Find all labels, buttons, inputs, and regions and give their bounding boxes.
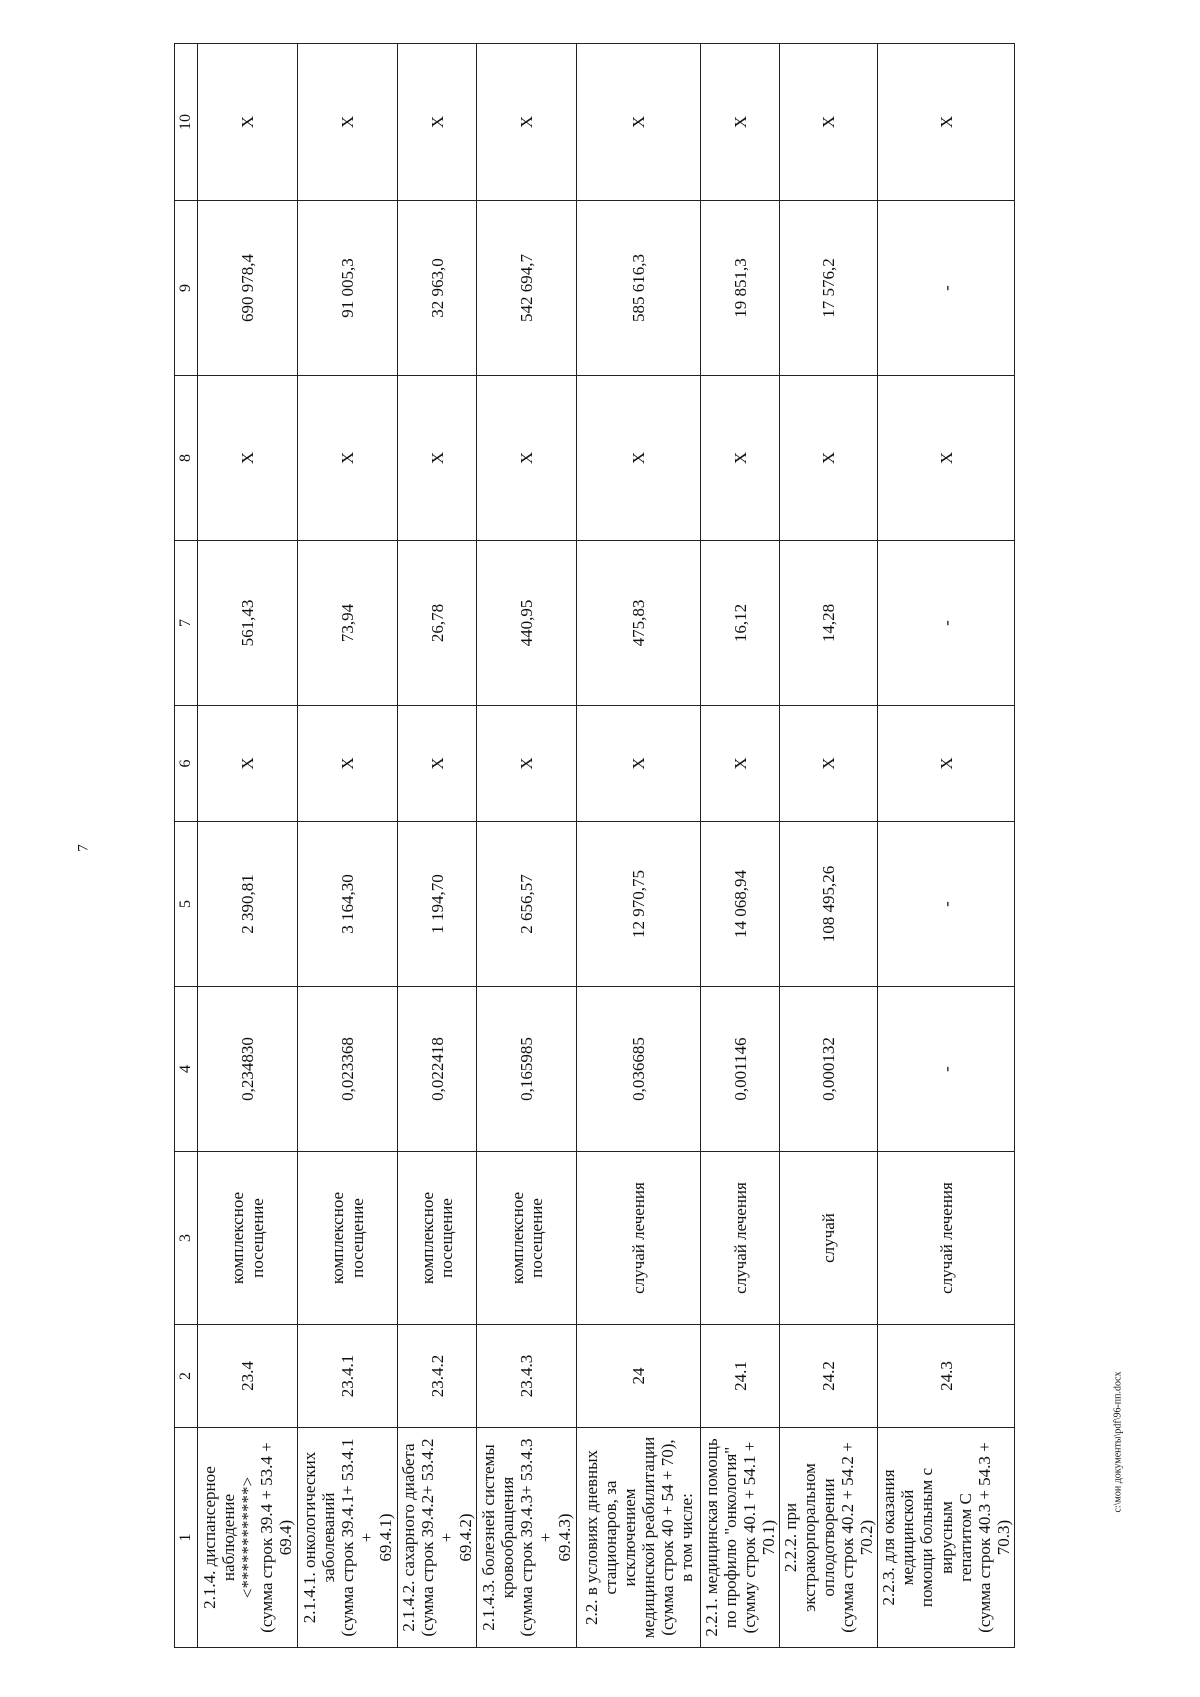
row-value-cell-10: X	[878, 44, 1014, 201]
row-name-line: 2.2.1. медицинская помощь	[702, 1438, 722, 1637]
row-value-cell-9: 690 978,4	[198, 201, 298, 376]
column-header-6: 6	[175, 706, 198, 822]
row-name-cell	[298, 1428, 398, 1648]
row-value-cell-9: 17 576,2	[780, 201, 878, 376]
row-value-cell-8: X	[398, 376, 477, 541]
table-row	[198, 44, 298, 1648]
row-name-cell	[477, 1428, 577, 1648]
row-value-cell-8: X	[477, 376, 577, 541]
row-value-cell-7: 475,83	[577, 541, 701, 706]
row-value-cell-4: 0,036685	[577, 987, 701, 1152]
row-value-cell-4: 0,000132	[780, 987, 878, 1152]
row-name-line: гепатитом С	[955, 1493, 975, 1582]
row-value-cell-7: 16,12	[701, 541, 780, 706]
table-row	[780, 44, 878, 1648]
table-row	[878, 44, 1014, 1648]
row-name-cell	[577, 1428, 701, 1648]
row-name-line: 2.2. в условиях дневных	[581, 1449, 601, 1626]
row-value-cell-6: X	[780, 706, 878, 822]
row-name-line: заболеваний	[318, 1492, 338, 1583]
table-body	[198, 44, 1015, 1648]
row-value-cell-4: -	[878, 987, 1014, 1152]
column-header-4: 4	[175, 987, 198, 1152]
row-unit-cell	[780, 1152, 878, 1325]
row-code-cell: 24	[577, 1325, 701, 1428]
row-value-cell-5: 3 164,30	[298, 822, 398, 987]
row-unit-line: посещение	[526, 1198, 546, 1278]
row-name-line: (сумма строк 39.4.3+ 53.4.3 +	[517, 1438, 556, 1637]
row-value-cell-7: 26,78	[398, 541, 477, 706]
row-name-line: 2.2.2. при экстракорпоральном	[781, 1463, 820, 1612]
column-header-7: 7	[175, 541, 198, 706]
data-table	[174, 43, 1015, 1648]
row-value-cell-6: X	[198, 706, 298, 822]
row-value-cell-10: X	[701, 44, 780, 201]
row-name-line: 2.1.4.1. онкологических	[299, 1451, 319, 1624]
row-value-cell-9: 19 851,3	[701, 201, 780, 376]
row-value-cell-7: 73,94	[298, 541, 398, 706]
row-name-line: кровообращения	[498, 1476, 518, 1599]
row-name-line: медицинской реабилитации	[638, 1436, 658, 1639]
row-name-line: 2.1.4. диспансерное наблюдение	[199, 1466, 238, 1609]
row-value-cell-4: 0,165985	[477, 987, 577, 1152]
row-name-line: 69.4.1)	[376, 1513, 396, 1562]
row-value-cell-10: X	[780, 44, 878, 201]
row-code-cell: 24.3	[878, 1325, 1014, 1428]
row-name-line: стационаров, за исключением	[600, 1480, 639, 1595]
row-name-line: (сумма строк 39.4 + 53.4 + 69.4)	[257, 1442, 296, 1633]
row-unit-line: посещение	[347, 1198, 367, 1278]
row-value-cell-8: X	[577, 376, 701, 541]
row-name-line: (сумма строк 40 + 54 + 70),	[657, 1439, 677, 1636]
row-name-line: 2.1.4.2. сахарного диабета	[399, 1443, 418, 1632]
row-unit-cell	[198, 1152, 298, 1325]
row-value-cell-7: 14,28	[780, 541, 878, 706]
page-number: 7	[75, 844, 92, 852]
row-value-cell-5: 2 390,81	[198, 822, 298, 987]
row-code-cell: 24.1	[701, 1325, 780, 1428]
row-value-cell-9: 585 616,3	[577, 201, 701, 376]
row-unit-line: комплексное	[228, 1191, 248, 1285]
row-value-cell-4: 0,001146	[701, 987, 780, 1152]
row-unit-line: посещение	[437, 1198, 457, 1278]
row-value-cell-10: X	[398, 44, 477, 201]
column-header-2: 2	[175, 1325, 198, 1428]
row-value-cell-6: X	[477, 706, 577, 822]
header-row	[175, 44, 198, 1648]
table-row	[701, 44, 780, 1648]
row-value-cell-9: 542 694,7	[477, 201, 577, 376]
row-unit-line: комплексное	[418, 1191, 438, 1285]
row-value-cell-7: 440,95	[477, 541, 577, 706]
row-name-cell	[198, 1428, 298, 1648]
row-name-line: по профилю "онкология"	[721, 1446, 741, 1629]
row-value-cell-10: X	[577, 44, 701, 201]
row-name-line: в том числе:	[676, 1493, 696, 1582]
column-header-1: 1	[175, 1428, 198, 1648]
row-unit-cell	[477, 1152, 577, 1325]
row-unit-line: комплексное	[507, 1191, 527, 1285]
column-header-10: 10	[175, 44, 198, 201]
row-name-cell	[878, 1428, 1014, 1648]
row-name-line: помощи больным с вирусным	[917, 1467, 956, 1608]
row-value-cell-8: X	[701, 376, 780, 541]
table-row	[298, 44, 398, 1648]
column-header-9: 9	[175, 201, 198, 376]
row-value-cell-6: X	[878, 706, 1014, 822]
row-unit-line: посещение	[247, 1198, 267, 1278]
row-unit-line: случай лечения	[730, 1182, 750, 1294]
row-value-cell-8: X	[198, 376, 298, 541]
row-value-cell-8: X	[298, 376, 398, 541]
row-value-cell-6: X	[701, 706, 780, 822]
table-row	[577, 44, 701, 1648]
row-unit-cell	[398, 1152, 477, 1325]
footer-file-path: c:\мои документы\pdf\96-пп.docx	[1112, 1371, 1124, 1513]
row-value-cell-10: X	[298, 44, 398, 201]
row-value-cell-6: X	[577, 706, 701, 822]
row-name-line: <************>	[237, 1476, 257, 1599]
row-value-cell-7: -	[878, 541, 1014, 706]
row-unit-cell	[577, 1152, 701, 1325]
row-value-cell-10: X	[198, 44, 298, 201]
row-unit-line: случай	[819, 1213, 839, 1263]
row-value-cell-9: 91 005,3	[298, 201, 398, 376]
row-value-cell-4: 0,023368	[298, 987, 398, 1152]
row-value-cell-10: X	[477, 44, 577, 201]
row-name-cell	[780, 1428, 878, 1648]
row-name-line: (сумма строк 40.3 + 54.3 + 70.3)	[974, 1442, 1013, 1633]
row-value-cell-8: X	[780, 376, 878, 541]
row-name-line: (сумму строк 40.1 + 54.1 + 70.1)	[740, 1441, 779, 1634]
table-frame	[174, 44, 1013, 1648]
row-value-cell-8: X	[878, 376, 1014, 541]
row-value-cell-5: -	[878, 822, 1014, 987]
row-name-line: (сумма строк 39.4.1+ 53.4.1 +	[337, 1438, 377, 1637]
row-name-line: (сумма строк 40.2 + 54.2 + 70.2)	[838, 1442, 877, 1633]
row-value-cell-9: -	[878, 201, 1014, 376]
column-header-8: 8	[175, 376, 198, 541]
rotated-table-wrapper	[174, 44, 1013, 1648]
row-code-cell: 24.2	[780, 1325, 878, 1428]
row-unit-line: случай лечения	[936, 1182, 956, 1294]
column-header-3: 3	[175, 1152, 198, 1325]
row-name-line: 2.2.3. для оказания медицинской	[879, 1469, 918, 1606]
row-name-line: 2.1.4.3. болезней системы	[479, 1444, 499, 1631]
row-code-cell: 23.4	[198, 1325, 298, 1428]
row-name-line: (сумма строк 39.4.2+ 53.4.2 +	[418, 1438, 457, 1637]
row-value-cell-5: 2 656,57	[477, 822, 577, 987]
row-code-cell: 23.4.3	[477, 1325, 577, 1428]
row-code-cell: 23.4.2	[398, 1325, 477, 1428]
row-value-cell-6: X	[298, 706, 398, 822]
table-row	[398, 44, 477, 1648]
row-value-cell-5: 108 495,26	[780, 822, 878, 987]
row-name-cell	[701, 1428, 780, 1648]
table-row	[477, 44, 577, 1648]
row-value-cell-4: 0,022418	[398, 987, 477, 1152]
row-unit-line: случай лечения	[629, 1182, 649, 1294]
row-value-cell-5: 12 970,75	[577, 822, 701, 987]
row-unit-cell	[701, 1152, 780, 1325]
row-name-cell	[398, 1428, 477, 1648]
row-value-cell-7: 561,43	[198, 541, 298, 706]
row-unit-line: комплексное	[328, 1191, 348, 1285]
column-header-5: 5	[175, 822, 198, 987]
row-name-line: 69.4.2)	[456, 1513, 476, 1562]
row-value-cell-6: X	[398, 706, 477, 822]
row-name-line: оплодотворении	[819, 1478, 839, 1597]
row-value-cell-9: 32 963,0	[398, 201, 477, 376]
row-code-cell: 23.4.1	[298, 1325, 398, 1428]
row-name-line: 69.4.3)	[555, 1513, 575, 1562]
row-value-cell-5: 14 068,94	[701, 822, 780, 987]
row-unit-cell	[878, 1152, 1014, 1325]
row-value-cell-5: 1 194,70	[398, 822, 477, 987]
row-value-cell-4: 0,234830	[198, 987, 298, 1152]
row-unit-cell	[298, 1152, 398, 1325]
